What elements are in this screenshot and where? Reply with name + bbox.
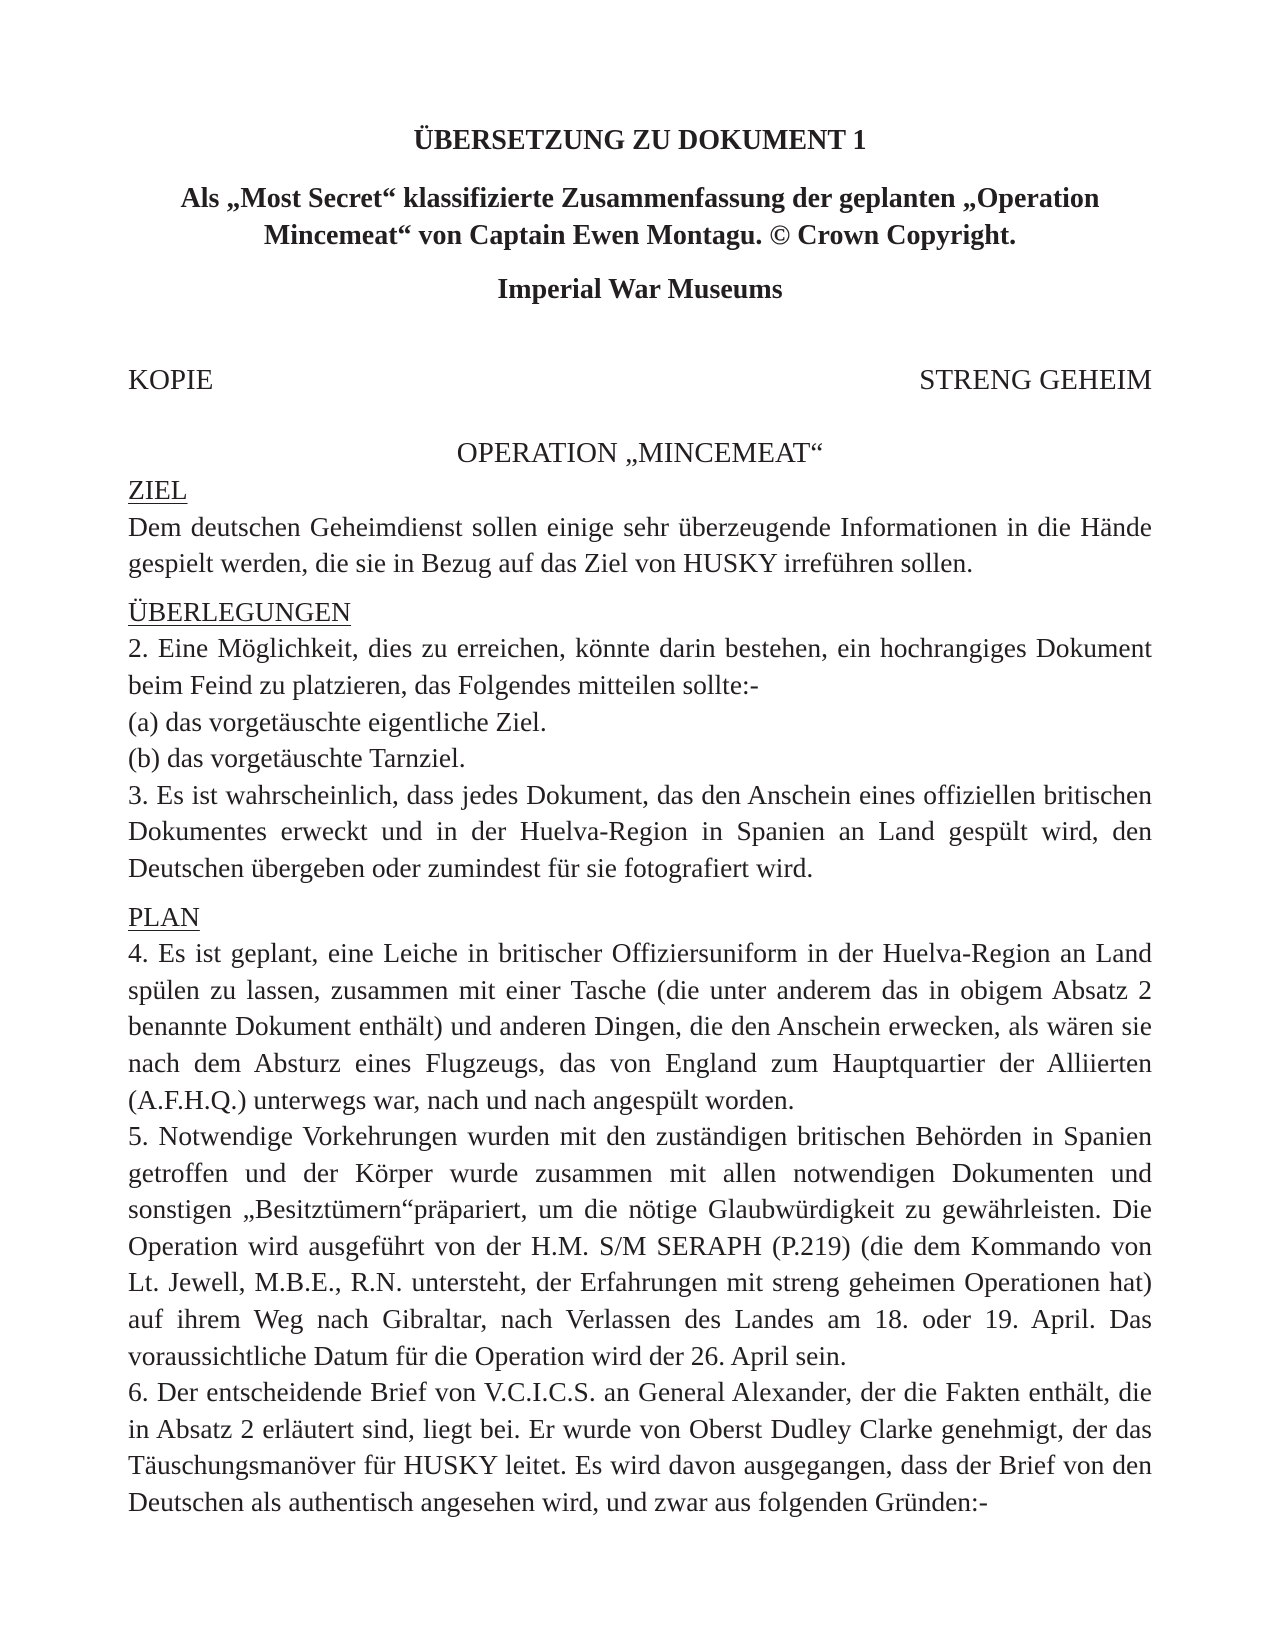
paragraph-4: 4. Es ist geplant, eine Leiche in britischer Offiziersuniform in der Huelva-Region an Land spülen zu lassen, zusammen mit einer Tasche (die unter anderem das in obigem Absatz 2 benannte Dokument enthält) und anderen Dingen, die den Anschein erwecken, als wären sie nach dem Absturz eines Flugzeugs, das von England zum Hauptquartier der Alliierten (A.F.H.Q.) unterwegs war, nach und nach angespült worden. <box>128 937 1152 1115</box>
document-title: ÜBERSETZUNG ZU DOKUMENT 1 <box>413 125 867 156</box>
subtitle-line-1: Als „Most Secret“ klassifizierte Zusammenfassung der geplanten „Operation <box>180 183 1100 214</box>
paragraph-2: 2. Eine Möglichkeit, dies zu erreichen, könnte darin bestehen, ein hochrangiges Dokument beim Feind zu platzieren, das Folgendes mitteilen sollte:- <box>128 632 1152 700</box>
document-body <box>128 472 1152 1521</box>
section-heading-ueberlegungen: ÜBERLEGUNGEN <box>128 595 352 627</box>
subtitle-line-2: Mincemeat“ von Captain Ewen Montagu. © Crown Copyright. <box>263 220 1017 251</box>
operation-title: OPERATION „MINCEMEAT“ <box>456 437 824 469</box>
section-heading-plan: PLAN <box>128 900 200 932</box>
copy-marker: KOPIE <box>128 364 214 396</box>
section-heading-ziel: ZIEL <box>128 474 188 505</box>
list-item-b: (b) das vorgetäuschte Tarnziel. <box>128 742 466 774</box>
classification-marker: STRENG GEHEIM <box>919 364 1152 396</box>
ziel-paragraph: Dem deutschen Geheimdienst sollen einige sehr überzeugende Informationen in die Hände gespielt werden, die sie in Bezug auf das Ziel von HUSKY irreführen sollen. <box>128 510 1152 579</box>
paragraph-6: 6. Der entscheidende Brief von V.C.I.C.S. an General Alexander, der die Fakten enthält, die in Absatz 2 erläutert sind, liegt bei. Er wurde von Oberst Dudley Clarke genehmigt, der das Täuschungsmanöver für HUSKY leitet. Es wird davon ausgegangen, dass der Brief von den Deutschen als authentisch angesehen wird, und zwar aus folgenden Gründen:- <box>128 1376 1152 1518</box>
museum-credit: Imperial War Museums <box>497 274 783 305</box>
paragraph-5: 5. Notwendige Vorkehrungen wurden mit den zuständigen britischen Behörden in Spanien getroffen und der Körper wurde zusammen mit allen notwendigen Dokumenten und sonstigen „Besitztümern“präpariert, um die nötige Glaubwürdigkeit zu gewährleisten. Die Operation wird ausgeführt von der H.M. S/M SERAPH (P.219) (die dem Kommando von Lt. Jewell, M.B.E., R.N. untersteht, der Erfahrungen mit streng geheimen Operationen hat) auf ihrem Weg nach Gibraltar, nach Verlassen des Landes am 18. oder 19. April. Das voraussichtliche Datum für die Operation wird der 26. April sein. <box>128 1120 1152 1371</box>
document-subtitle <box>0 180 1280 254</box>
list-item-a: (a) das vorgetäuschte eigentliche Ziel. <box>128 705 547 737</box>
paragraph-3: 3. Es ist wahrscheinlich, dass jedes Dokument, das den Anschein eines offiziellen britischen Dokumentes erweckt und in der Huelva-Region in Spanien an Land gespült wird, den Deutschen übergeben oder zumindest für sie fotografiert wird. <box>128 778 1152 883</box>
